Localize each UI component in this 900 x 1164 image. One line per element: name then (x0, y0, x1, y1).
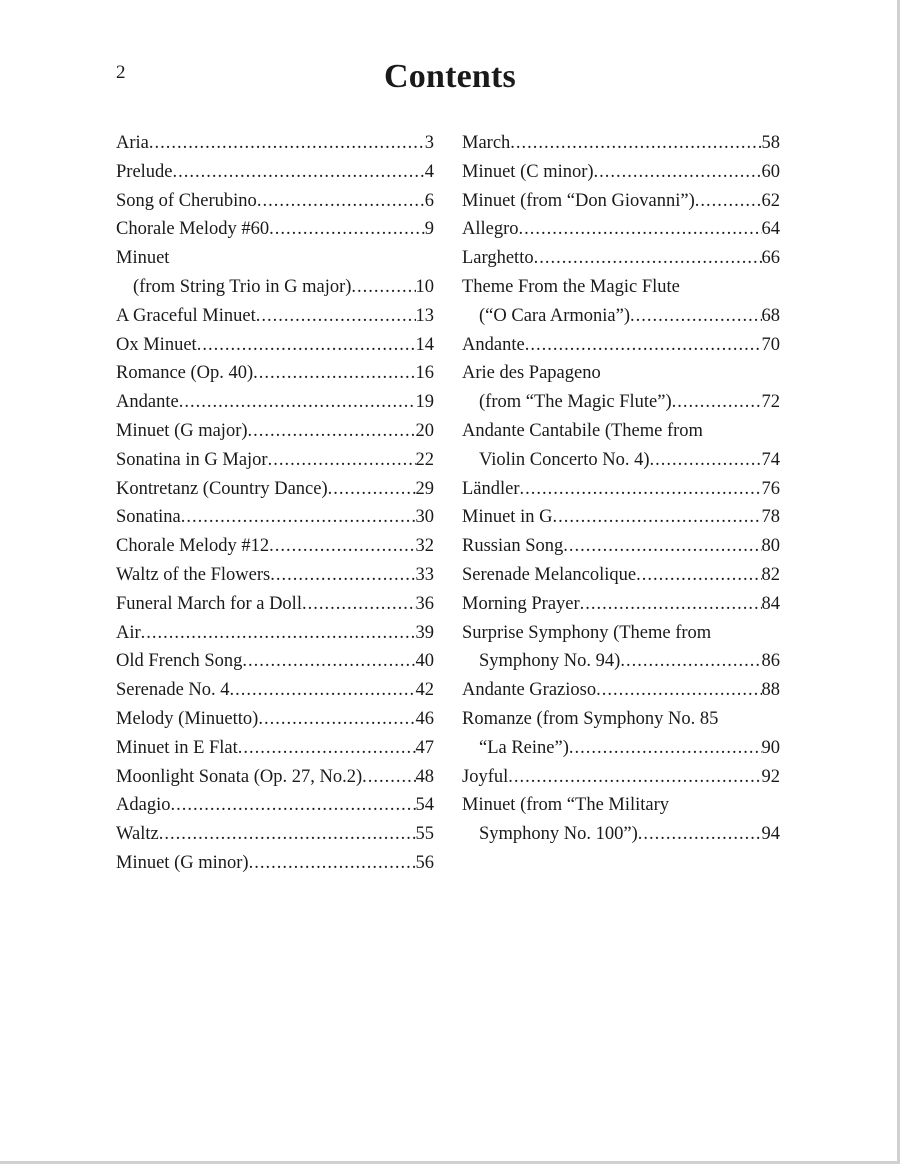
dot-leader (269, 532, 415, 561)
dot-leader (519, 215, 762, 244)
dot-leader (594, 158, 762, 187)
toc-entry (116, 734, 434, 763)
toc-entry (462, 302, 780, 331)
dot-leader (552, 503, 761, 532)
toc-entry-title: Minuet in E Flat (116, 737, 238, 758)
toc-entry-title: Symphony No. 100”) (479, 824, 638, 845)
dot-leader (141, 619, 416, 648)
toc-entry-page: 72 (761, 392, 780, 413)
dot-leader (256, 302, 416, 331)
toc-entry (116, 129, 434, 158)
toc-entry (116, 359, 434, 388)
toc-entry (116, 705, 434, 734)
toc-entry-title: Sonatina (116, 507, 181, 528)
toc-entry (116, 215, 434, 244)
toc-entry-page: 68 (761, 305, 780, 326)
toc-entry-title: Adagio (116, 795, 171, 816)
dot-leader (159, 820, 416, 849)
dot-leader (149, 129, 425, 158)
toc-entry-title: Arie des Papageno (462, 363, 601, 384)
toc-entry (116, 417, 434, 446)
toc-entry-title: Minuet (116, 248, 170, 269)
toc-entry-title: Andante Grazioso (462, 680, 597, 701)
toc-entry (116, 158, 434, 187)
toc-entry-title: Andante (116, 392, 179, 413)
toc-entry (116, 532, 434, 561)
toc-entry-title: Kontretanz (Country Dance) (116, 478, 328, 499)
toc-entry-page: 47 (415, 737, 434, 758)
toc-entry-title: Chorale Melody #60 (116, 219, 270, 240)
toc-entry (462, 215, 780, 244)
toc-entry-title: Surprise Symphony (Theme from (462, 622, 712, 643)
dot-leader (351, 273, 415, 302)
dot-leader (270, 561, 415, 590)
dot-leader (249, 849, 416, 878)
toc-entry-title: Minuet (C minor) (462, 161, 594, 182)
toc-entry-page: 29 (415, 478, 434, 499)
toc-entry-page: 94 (761, 824, 780, 845)
dot-leader (672, 388, 762, 417)
toc-entry-title: Andante (462, 334, 525, 355)
toc-entry-title: Serenade Melancolique (462, 564, 637, 585)
toc-entry-title: Song of Cherubino (116, 190, 257, 211)
toc-entry (462, 647, 780, 676)
toc-entry (462, 244, 780, 273)
toc-entry (116, 273, 434, 302)
toc-entry-title: Allegro (462, 219, 519, 240)
toc-entry (462, 676, 780, 705)
toc-entry-page: 86 (761, 651, 780, 672)
toc-entry-page: 9 (424, 219, 434, 240)
toc-entry-page: 80 (761, 536, 780, 557)
toc-entry-page: 76 (761, 478, 780, 499)
toc-entry-title: “La Reine”) (479, 737, 569, 758)
toc-right-column (462, 129, 780, 849)
toc-entry (116, 244, 434, 273)
toc-entry-page: 48 (415, 766, 434, 787)
dot-leader (257, 187, 425, 216)
dot-leader (170, 791, 415, 820)
toc-entry-title: Ox Minuet (116, 334, 197, 355)
toc-entry (116, 503, 434, 532)
dot-leader (510, 129, 761, 158)
toc-entry-page: 6 (424, 190, 434, 211)
dot-leader (253, 359, 415, 388)
toc-left-column (116, 129, 434, 878)
toc-entry (462, 417, 780, 446)
toc-entry-page: 39 (415, 622, 434, 643)
dot-leader (179, 388, 416, 417)
toc-entry-page: 56 (415, 852, 434, 873)
dot-leader (508, 763, 761, 792)
toc-entry-title: Minuet (G major) (116, 420, 248, 441)
toc-entry (116, 820, 434, 849)
toc-entry-page: 42 (415, 680, 434, 701)
toc-entry-page: 54 (415, 795, 434, 816)
dot-leader (238, 734, 416, 763)
toc-entry (462, 619, 780, 648)
dot-leader (695, 187, 762, 216)
toc-entry (116, 331, 434, 360)
toc-entry-title: Chorale Melody #12 (116, 536, 270, 557)
toc-entry-page: 64 (761, 219, 780, 240)
dot-leader (269, 215, 425, 244)
toc-entry-title: A Graceful Minuet (116, 305, 256, 326)
toc-entry-page: 74 (761, 449, 780, 470)
toc-entry-page: 20 (415, 420, 434, 441)
toc-entry-page: 3 (424, 133, 434, 153)
toc-entry-page: 13 (415, 305, 434, 326)
toc-entry (462, 791, 780, 820)
toc-entry-title: Minuet (G minor) (116, 852, 249, 873)
dot-leader (638, 820, 762, 849)
toc-entry (116, 791, 434, 820)
toc-entry-page: 10 (415, 276, 434, 297)
toc-entry (116, 187, 434, 216)
dot-leader (620, 647, 761, 676)
toc-entry (116, 590, 434, 619)
dot-leader (534, 244, 762, 273)
toc-entry-page: 90 (761, 737, 780, 758)
toc-entry (462, 763, 780, 792)
toc-entry-title: Funeral March for a Doll (116, 593, 302, 614)
toc-entry-title: Larghetto (462, 248, 534, 269)
dot-leader (520, 475, 762, 504)
toc-entry-title: Waltz (116, 824, 159, 845)
toc-entry (462, 446, 780, 475)
toc-entry (462, 273, 780, 302)
dot-leader (630, 302, 761, 331)
toc-entry-page: 84 (761, 593, 780, 614)
toc-entry-title: Ländler (462, 478, 520, 499)
toc-entry-title: Morning Prayer (462, 593, 580, 614)
toc-entry-title: Minuet in G (462, 507, 553, 528)
dot-leader (650, 446, 762, 475)
toc-entry (116, 388, 434, 417)
dot-leader (230, 676, 416, 705)
toc-entry (462, 187, 780, 216)
toc-entry (116, 676, 434, 705)
toc-entry-page: 46 (415, 708, 434, 729)
toc-entry-title: March (462, 133, 511, 153)
toc-entry-title: Serenade No. 4 (116, 680, 230, 701)
dot-leader (268, 446, 416, 475)
toc-entry-title: Symphony No. 94) (479, 651, 621, 672)
toc-entry-title: (“O Cara Armonia”) (479, 305, 631, 326)
toc-entry (462, 359, 780, 388)
dot-leader (328, 475, 416, 504)
dot-leader (596, 676, 761, 705)
toc-entry-title: Theme From the Magic Flute (462, 276, 680, 297)
toc-entry-title: Minuet (from “The Military (462, 795, 670, 816)
toc-entry (462, 590, 780, 619)
toc-entry-page: 19 (415, 392, 434, 413)
toc-entry-title: Aria (116, 133, 149, 153)
toc-entry (462, 475, 780, 504)
dot-leader (636, 561, 761, 590)
toc-entry-title: Romanze (from Symphony No. 85 (462, 708, 719, 729)
toc-entry (116, 446, 434, 475)
toc-entry-page: 82 (761, 564, 780, 585)
dot-leader (181, 503, 416, 532)
toc-entry (116, 619, 434, 648)
toc-entry-page: 88 (761, 680, 780, 701)
toc-entry-page: 14 (415, 334, 434, 355)
toc-entry-title: Minuet (from “Don Giovanni”) (462, 190, 695, 211)
toc-entry (462, 158, 780, 187)
dot-leader (302, 590, 416, 619)
toc-entry-page: 22 (415, 449, 434, 470)
toc-entry (462, 331, 780, 360)
toc-entry (116, 647, 434, 676)
toc-entry (462, 129, 780, 158)
toc-entry-title: Melody (Minuetto) (116, 708, 259, 729)
dot-leader (173, 158, 425, 187)
toc-entry (116, 763, 434, 792)
toc-entry-page: 92 (761, 766, 780, 787)
dot-leader (563, 532, 761, 561)
toc-entry-title: Prelude (116, 161, 173, 182)
toc-entry-title: Waltz of the Flowers (116, 564, 271, 585)
toc-entry-page: 30 (415, 507, 434, 528)
toc-entry (462, 503, 780, 532)
dot-leader (197, 331, 416, 360)
toc-entry-title: Air (116, 622, 141, 643)
toc-entry (116, 849, 434, 878)
toc-entry-title: Andante Cantabile (Theme from (462, 420, 703, 441)
toc-entry-page: 66 (761, 248, 780, 269)
toc-entry (462, 532, 780, 561)
toc-entry (462, 705, 780, 734)
dot-leader (362, 763, 415, 792)
toc-entry-title: Romance (Op. 40) (116, 363, 254, 384)
toc-entry-page: 78 (761, 507, 780, 528)
dot-leader (569, 734, 762, 763)
dot-leader (525, 331, 762, 360)
toc-entry (462, 820, 780, 849)
toc-entry (462, 561, 780, 590)
toc-entry (116, 475, 434, 504)
toc-entry-title: (from “The Magic Flute”) (479, 392, 672, 413)
toc-entry-page: 40 (415, 651, 434, 672)
dot-leader (580, 590, 762, 619)
toc-entry-page: 60 (761, 161, 780, 182)
toc-entry-title: Russian Song (462, 536, 564, 557)
page-number: 2 (116, 62, 126, 83)
toc-entry-title: Old French Song (116, 651, 243, 672)
toc-entry-title: Violin Concerto No. 4) (479, 449, 650, 470)
toc-entry-page: 16 (415, 363, 434, 384)
toc-entry-page: 33 (415, 564, 434, 585)
toc-entry-page: 4 (424, 161, 434, 182)
dot-leader (258, 705, 415, 734)
toc-entry-page: 32 (415, 536, 434, 557)
toc-entry-title: Sonatina in G Major (116, 449, 268, 470)
toc-entry-page: 62 (761, 190, 780, 211)
toc-entry (462, 388, 780, 417)
dot-leader (248, 417, 416, 446)
toc-entry-page: 36 (415, 593, 434, 614)
toc-entry-title: (from String Trio in G major) (133, 276, 352, 297)
toc-entry-page: 70 (761, 334, 780, 355)
toc-entry (116, 561, 434, 590)
toc-entry-title: Joyful (462, 766, 509, 787)
toc-entry-page: 55 (415, 824, 434, 845)
dot-leader (242, 647, 415, 676)
toc-entry-page: 58 (761, 133, 780, 153)
toc-entry (462, 734, 780, 763)
toc-entry-title: Moonlight Sonata (Op. 27, No.2) (116, 766, 363, 787)
toc-entry (116, 302, 434, 331)
page-title: Contents (384, 58, 516, 95)
